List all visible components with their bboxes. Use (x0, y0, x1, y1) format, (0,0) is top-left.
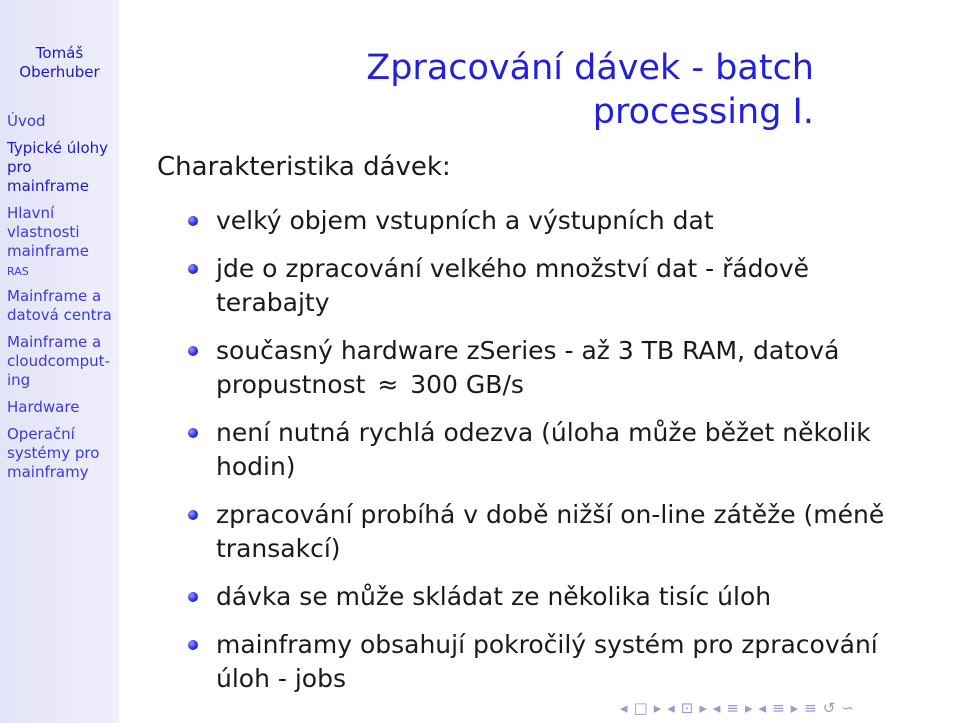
bullet-text: není nutná rychlá odezva (úloha může běžet několik hodin) (216, 418, 871, 481)
zoom-icon[interactable]: ∽ (841, 699, 854, 717)
frame-icon[interactable]: ⊡ (680, 699, 694, 717)
bullet-icon (188, 640, 198, 650)
bullet-list (182, 204, 922, 710)
bullet-icon (188, 346, 198, 356)
fullscreen-icon[interactable]: ≡ (804, 699, 817, 717)
bullet-item (182, 252, 922, 320)
nav-next-subsection-icon[interactable]: ▸ (745, 699, 753, 717)
bullet-text-suffix: 300 GB/s (410, 370, 524, 399)
sidebar-nav (7, 112, 117, 490)
bullet-icon (188, 216, 198, 226)
slide-icon[interactable]: □ (633, 699, 648, 717)
nav-next-icon[interactable]: ▸ (653, 699, 662, 717)
nav-next-frame-icon[interactable]: ▸ (699, 699, 707, 717)
bullet-text: jde o zpracování velkého množství dat - řádově terabajty (216, 254, 810, 317)
bullet-icon (188, 264, 198, 274)
section-icon[interactable]: ≡ (772, 699, 785, 717)
bullet-text: dávka se může skládat ze několika tisíc úloh (216, 582, 772, 611)
subsection-icon[interactable]: ≡ (726, 699, 739, 717)
nav-prev-subsection-icon[interactable]: ◂ (712, 699, 721, 717)
nav-next-section-icon[interactable]: ▸ (790, 699, 799, 717)
author-name[interactable]: Tomáš Oberhuber (19, 44, 100, 81)
bullet-icon (188, 592, 198, 602)
sidebar-item-hardware[interactable]: Hardware (7, 398, 80, 416)
sidebar-item-typicke-ulohy[interactable]: Typické úlohy pro mainframe (7, 139, 109, 195)
bullet-item (182, 498, 922, 566)
bullet-text: zpracování probíhá v době nižší on-line zátěže (méně transakcí) (216, 500, 885, 563)
bullet-item (182, 334, 922, 402)
slide-title: Zpracování dávek - batch processing I. (366, 48, 814, 132)
bullet-text: současný hardware zSeries - až 3 TB RAM, datová propustnost (216, 336, 840, 399)
nav-prev-icon[interactable]: ◂ (620, 699, 628, 717)
bullet-item (182, 580, 922, 614)
beamer-navigation-bar (620, 698, 956, 718)
sidebar-item-cloudcomputing[interactable]: Mainframe a cloudcomput- ing (7, 333, 110, 389)
approx-symbol: ≈ (369, 370, 407, 399)
sidebar (0, 0, 119, 723)
sidebar-item-operacni-systemy[interactable]: Operační systémy pro mainframy (7, 425, 100, 481)
nav-prev-section-icon[interactable]: ◂ (758, 699, 767, 717)
sidebar-item-hlavni-vlastnosti[interactable]: Hlavní vlastnosti mainframe (7, 204, 89, 260)
bullet-item (182, 416, 922, 484)
bullet-icon (188, 428, 198, 438)
sidebar-item-ras[interactable]: RAS (7, 265, 29, 278)
bullet-item (182, 628, 922, 696)
nav-prev-frame-icon[interactable]: ◂ (667, 699, 675, 717)
bullet-item (182, 204, 922, 238)
bullet-text: mainframy obsahují pokročilý systém pro zpracování úloh - jobs (216, 630, 878, 693)
bullet-icon (188, 510, 198, 520)
bullet-text: velký objem vstupních a výstupních dat (216, 206, 714, 235)
sidebar-item-datova-centra[interactable]: Mainframe a datová centra (7, 287, 112, 324)
search-icon[interactable]: ↺ (822, 699, 836, 717)
sidebar-item-uvod[interactable]: Úvod (7, 112, 46, 130)
section-intro: Charakteristika dávek: (157, 152, 451, 182)
